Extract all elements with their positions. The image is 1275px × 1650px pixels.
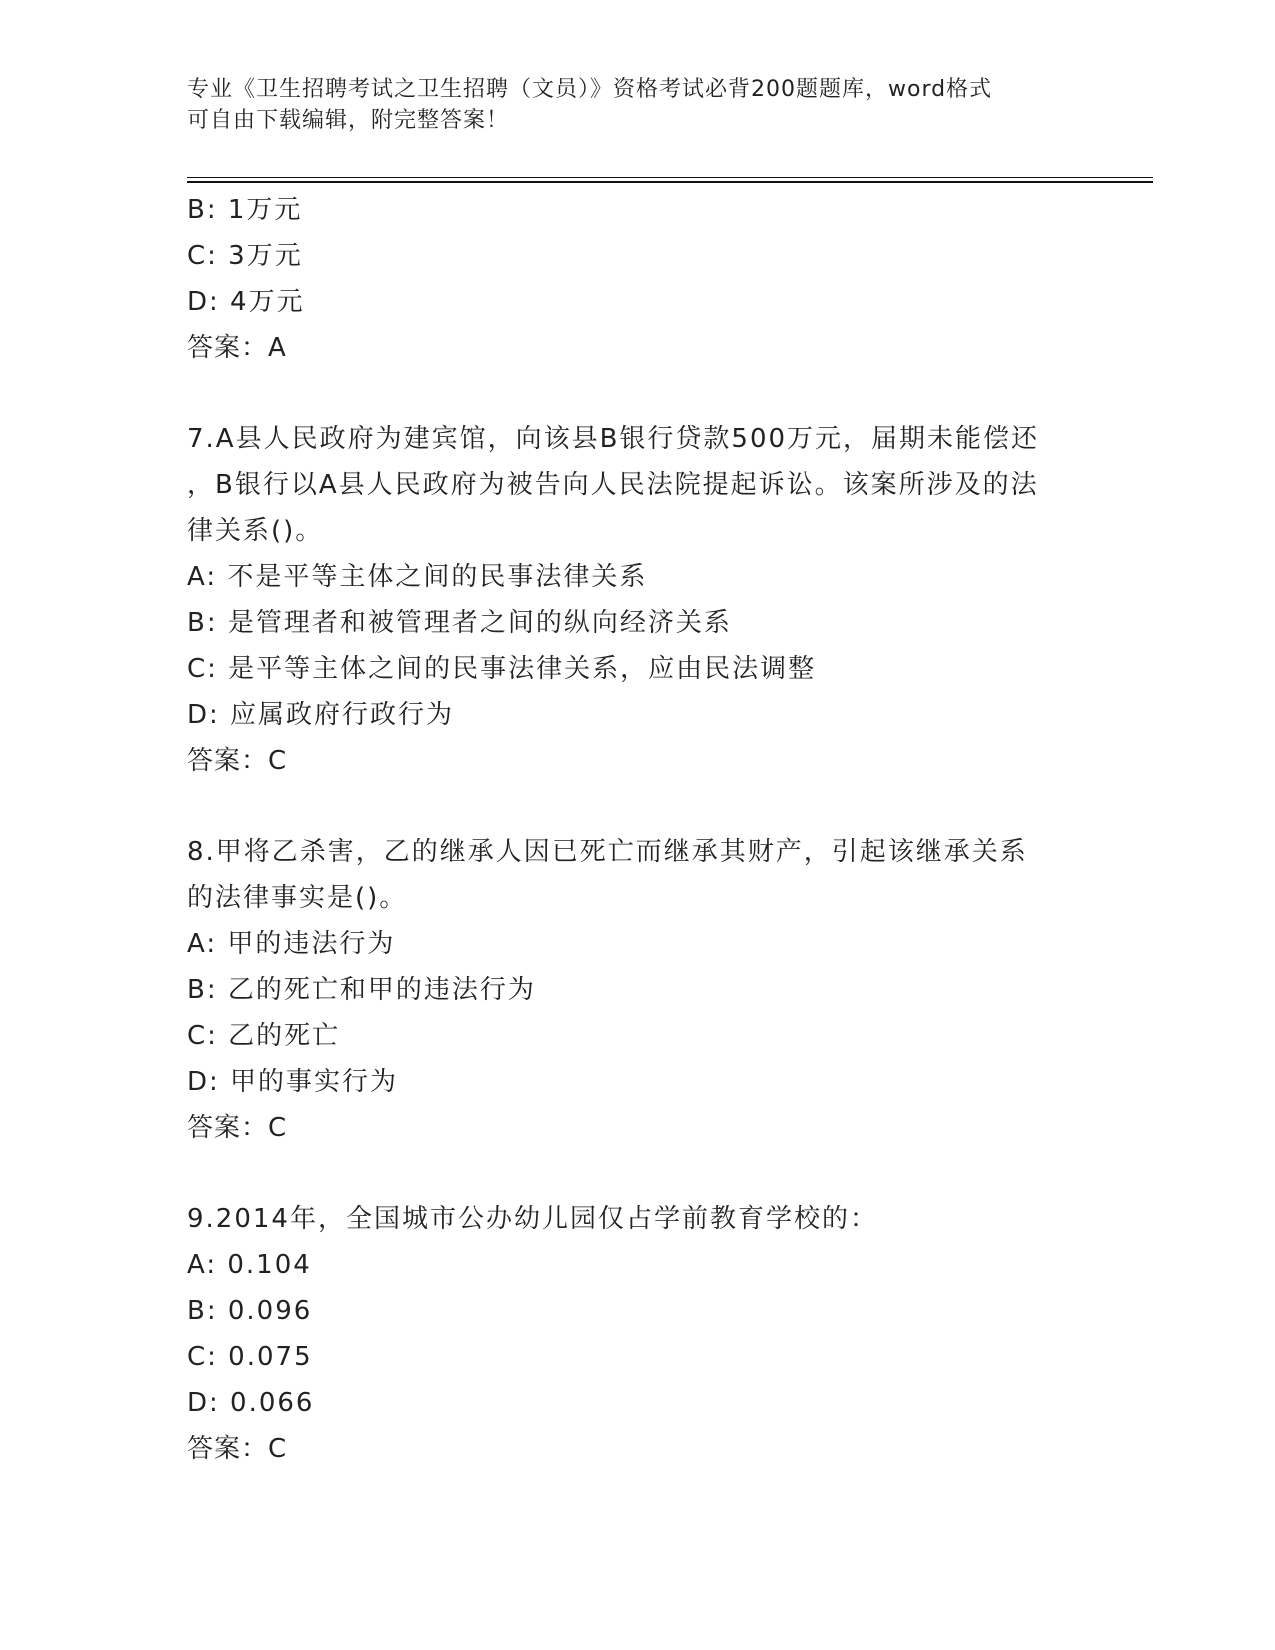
question-7	[187, 416, 1087, 784]
question-stem: 律关系()。	[187, 516, 324, 546]
spacer	[187, 371, 1087, 416]
header-line-1: 专业《卫生招聘考试之卫生招聘（文员）》资格考试必背200题题库，word格式	[187, 77, 993, 102]
answer: 答案：C	[187, 746, 288, 776]
option-c: C: 3万元	[187, 241, 303, 271]
document-header	[187, 74, 1067, 136]
option-a: A: 0.104	[187, 1250, 312, 1280]
spacer	[187, 1151, 1087, 1196]
option-d: D: 4万元	[187, 287, 305, 317]
question-8	[187, 829, 1087, 1151]
answer: 答案：A	[187, 333, 287, 363]
option-d: D: 甲的事实行为	[187, 1067, 399, 1097]
option-b: B: 是管理者和被管理者之间的纵向经济关系	[187, 608, 732, 638]
header-line-2: 可自由下载编辑，附完整答案！	[187, 108, 510, 133]
question-stem: 8.甲将乙杀害，乙的继承人因已死亡而继承其财产，引起该继承关系	[187, 837, 1028, 867]
question-stem: 的法律事实是()。	[187, 883, 408, 913]
answer: 答案：C	[187, 1434, 288, 1464]
option-c: C: 是平等主体之间的民事法律关系，应由民法调整	[187, 654, 817, 684]
question-stem: 7.A县人民政府为建宾馆，向该县B银行贷款500万元，届期未能偿还	[187, 424, 1040, 454]
option-d: D: 应属政府行政行为	[187, 700, 455, 730]
header-divider-thin	[187, 177, 1153, 178]
option-d: D: 0.066	[187, 1388, 315, 1418]
option-c: C: 乙的死亡	[187, 1021, 341, 1051]
option-c: C: 0.075	[187, 1342, 313, 1372]
question-stem: 9.2014年，全国城市公办幼儿园仅占学前教育学校的：	[187, 1204, 878, 1234]
question-9	[187, 1196, 1087, 1472]
header-divider-thick	[187, 181, 1153, 183]
option-b: B: 乙的死亡和甲的违法行为	[187, 975, 536, 1005]
question-stem: ，B银行以A县人民政府为被告向人民法院提起诉讼。该案所涉及的法	[187, 470, 1039, 500]
option-a: A: 不是平等主体之间的民事法律关系	[187, 562, 648, 592]
previous-question-tail	[187, 187, 1087, 371]
option-a: A: 甲的违法行为	[187, 929, 396, 959]
option-b: B: 0.096	[187, 1296, 313, 1326]
answer: 答案：C	[187, 1113, 288, 1143]
option-b: B: 1万元	[187, 195, 303, 225]
spacer	[187, 784, 1087, 829]
question-list	[187, 187, 1087, 1472]
